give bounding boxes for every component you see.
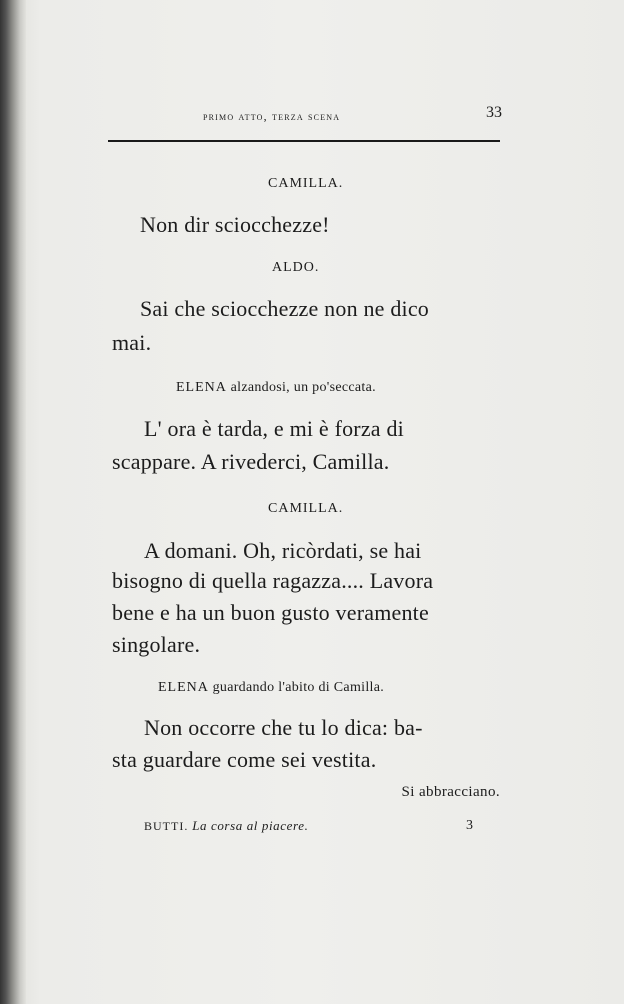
- speaker-elena: [158, 680, 384, 696]
- dialogue-line: Sai che sciocchezze non ne dico: [140, 296, 430, 321]
- speaker-aldo: ALDO.: [272, 260, 320, 275]
- speaker-name: ELENA: [176, 380, 227, 395]
- dialogue-line: bene e ha un buon gusto veramente: [112, 600, 429, 625]
- book-spine-shadow: [0, 0, 26, 1004]
- speaker-name: ELENA: [158, 680, 209, 695]
- stage-direction-inline: guardando l'abito di Camilla.: [212, 680, 385, 695]
- footer-signature-line: [144, 818, 308, 834]
- dialogue-line: scappare. A rivederci, Camilla.: [112, 449, 390, 474]
- speaker-elena: [176, 380, 376, 396]
- signature-mark: 3: [466, 818, 473, 833]
- speaker-camilla: CAMILLA.: [268, 176, 344, 191]
- header-rule: [108, 140, 500, 142]
- dialogue-line: Non occorre che tu lo dica: ba-: [144, 715, 423, 740]
- footer-author: BUTTI.: [144, 819, 189, 833]
- footer-title: La corsa al piacere.: [192, 818, 309, 833]
- speaker-camilla: CAMILLA.: [268, 501, 344, 516]
- dialogue-line: L' ora è tarda, e mi è forza di: [144, 416, 404, 441]
- running-head: primo atto, terza scena: [203, 109, 341, 123]
- dialogue-line: Non dir sciocchezze!: [140, 212, 330, 237]
- stage-direction: Si abbracciano.: [401, 784, 500, 800]
- dialogue-line: singolare.: [112, 632, 201, 657]
- stage-direction-inline: alzandosi, un po'seccata.: [230, 380, 376, 395]
- page-number: 33: [486, 104, 502, 121]
- dialogue-line: sta guardare come sei vestita.: [112, 747, 377, 772]
- dialogue-line: bisogno di quella ragazza.... Lavora: [112, 568, 434, 593]
- dialogue-line: mai.: [112, 330, 152, 355]
- dialogue-line: A domani. Oh, ricòrdati, se hai: [144, 538, 422, 563]
- page-header: [110, 104, 502, 128]
